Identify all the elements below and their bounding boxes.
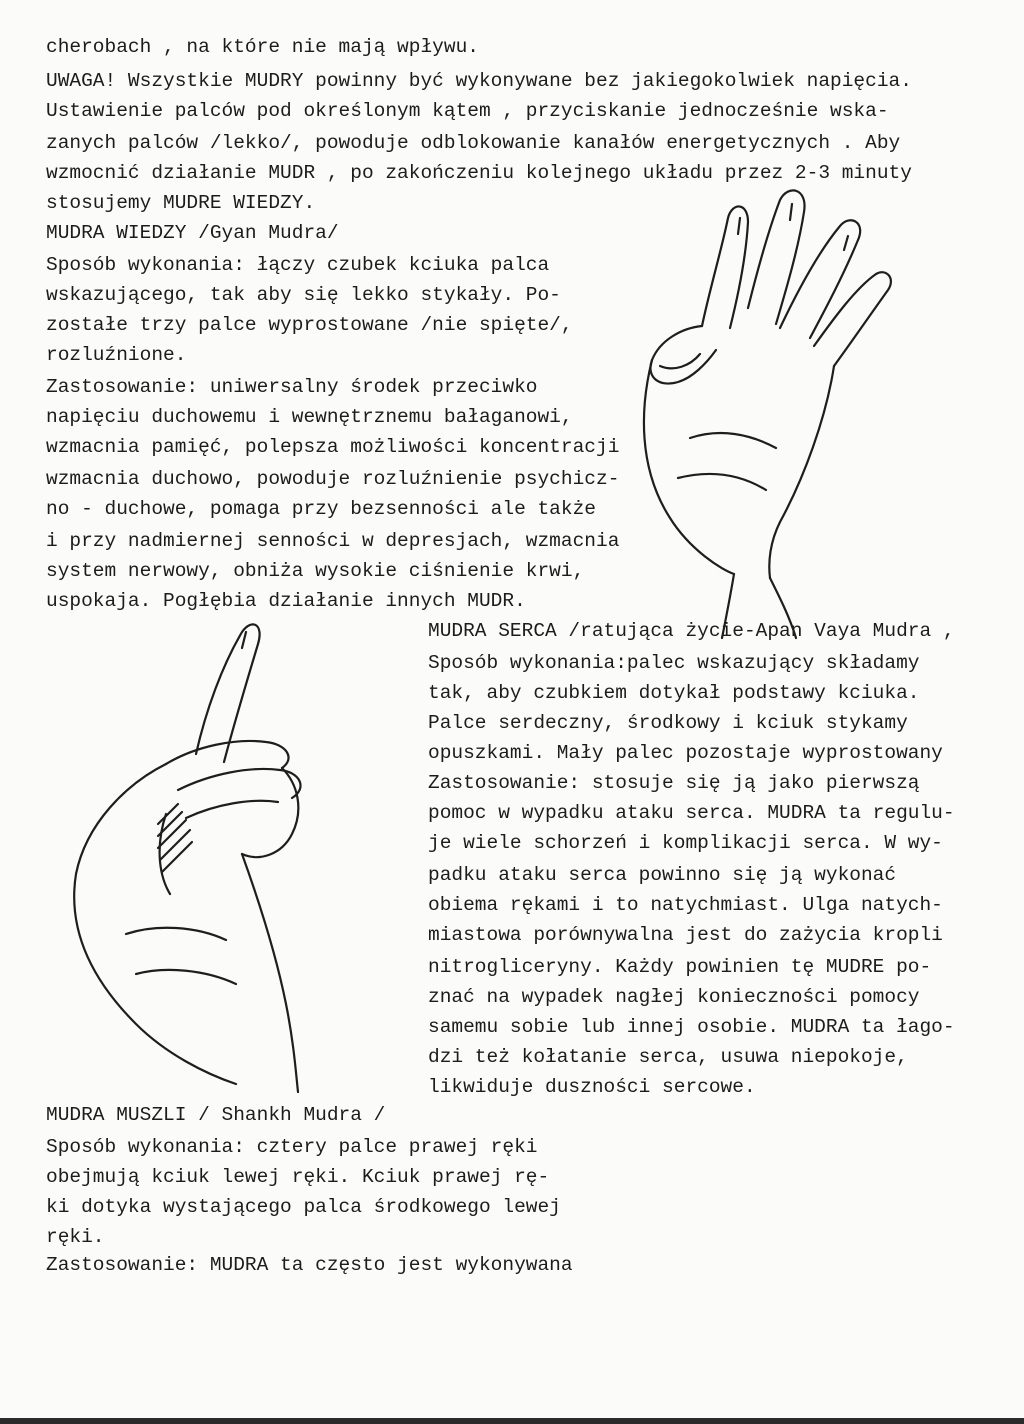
text-line: tak, aby czubkiem dotykał podstawy kciuka.: [428, 682, 920, 704]
text-line: padku ataku serca powinno się ją wykonać: [428, 864, 897, 886]
intro-line: Ustawienie palców pod określonym kątem , przyciskanie jednocześnie wska-: [46, 100, 889, 122]
text-line: znać na wypadek nagłej konieczności pomocy: [428, 986, 920, 1008]
text-line: Palce serdeczny, środkowy i kciuk stykamy: [428, 712, 908, 734]
text-line: Sposób wykonania: cztery palce prawej ręki: [46, 1136, 538, 1158]
section-heading: MUDRA WIEDZY /Gyan Mudra/: [46, 222, 339, 244]
text-line: nitrogliceryny. Każdy powinien tę MUDRE po-: [428, 956, 932, 978]
text-line: pomoc w wypadku ataku serca. MUDRA ta regulu-: [428, 802, 955, 824]
intro-line: stosujemy MUDRE WIEDZY.: [46, 192, 316, 214]
section-heading: MUDRA SERCA /ratująca życie-Apan Vaya Mudra ,: [428, 620, 955, 642]
intro-line: cherobach , na które nie mają wpływu.: [46, 36, 479, 58]
gyan-mudra-hand-illustration: [630, 178, 960, 638]
section-heading: MUDRA MUSZLI / Shankh Mudra /: [46, 1104, 386, 1126]
text-line: Zastosowanie: uniwersalny środek przeciwko: [46, 376, 538, 398]
text-line: rozluźnione.: [46, 344, 187, 366]
scan-border: [0, 1418, 1024, 1424]
text-line: Zastosowanie: stosuje się ją jako pierwszą: [428, 772, 920, 794]
apan-vayu-mudra-hand-illustration: [46, 614, 406, 1094]
text-line: samemu sobie lub innej osobie. MUDRA ta łago-: [428, 1016, 955, 1038]
text-line: zostałe trzy palce wyprostowane /nie spięte/,: [46, 314, 573, 336]
text-line: i przy nadmiernej senności w depresjach, wzmacnia: [46, 530, 620, 552]
text-line: wzmacnia duchowo, powoduje rozluźnienie psychicz-: [46, 468, 620, 490]
text-line: Sposób wykonania:palec wskazujący składamy: [428, 652, 920, 674]
text-line: wzmacnia pamięć, polepsza możliwości koncentracji: [46, 436, 620, 458]
text-line: wskazującego, tak aby się lekko stykały. Po-: [46, 284, 561, 306]
intro-line: zanych palców /lekko/, powoduje odblokowanie kanałów energetycznych . Aby: [46, 132, 901, 154]
text-line: je wiele schorzeń i komplikacji serca. W wy-: [428, 832, 943, 854]
text-line: opuszkami. Mały palec pozostaje wyprostowany: [428, 742, 943, 764]
text-line: Zastosowanie: MUDRA ta często jest wykonywana: [46, 1254, 573, 1276]
text-line: no - duchowe, pomaga przy bezsenności ale także: [46, 498, 596, 520]
text-line: uspokaja. Pogłębia działanie innych MUDR.: [46, 590, 526, 612]
text-line: napięciu duchowemu i wewnętrznemu bałaganowi,: [46, 406, 573, 428]
text-line: likwiduje duszności sercowe.: [428, 1076, 756, 1098]
text-line: Sposób wykonania: łączy czubek kciuka palca: [46, 254, 550, 276]
text-line: ki dotyka wystającego palca środkowego lewej: [46, 1196, 561, 1218]
text-line: miastowa porównywalna jest do zażycia kropli: [428, 924, 943, 946]
text-line: obejmują kciuk lewej ręki. Kciuk prawej rę-: [46, 1166, 550, 1188]
text-line: dzi też kołatanie serca, usuwa niepokoje,: [428, 1046, 908, 1068]
text-line: ręki.: [46, 1226, 105, 1248]
text-line: system nerwowy, obniża wysokie ciśnienie krwi,: [46, 560, 585, 582]
intro-line: UWAGA! Wszystkie MUDRY powinny być wykonywane bez jakiegokolwiek napięcia.: [46, 70, 912, 92]
intro-line: wzmocnić działanie MUDR , po zakończeniu kolejnego układu przez 2-3 minuty: [46, 162, 912, 184]
text-line: obiema rękami i to natychmiast. Ulga natych-: [428, 894, 943, 916]
